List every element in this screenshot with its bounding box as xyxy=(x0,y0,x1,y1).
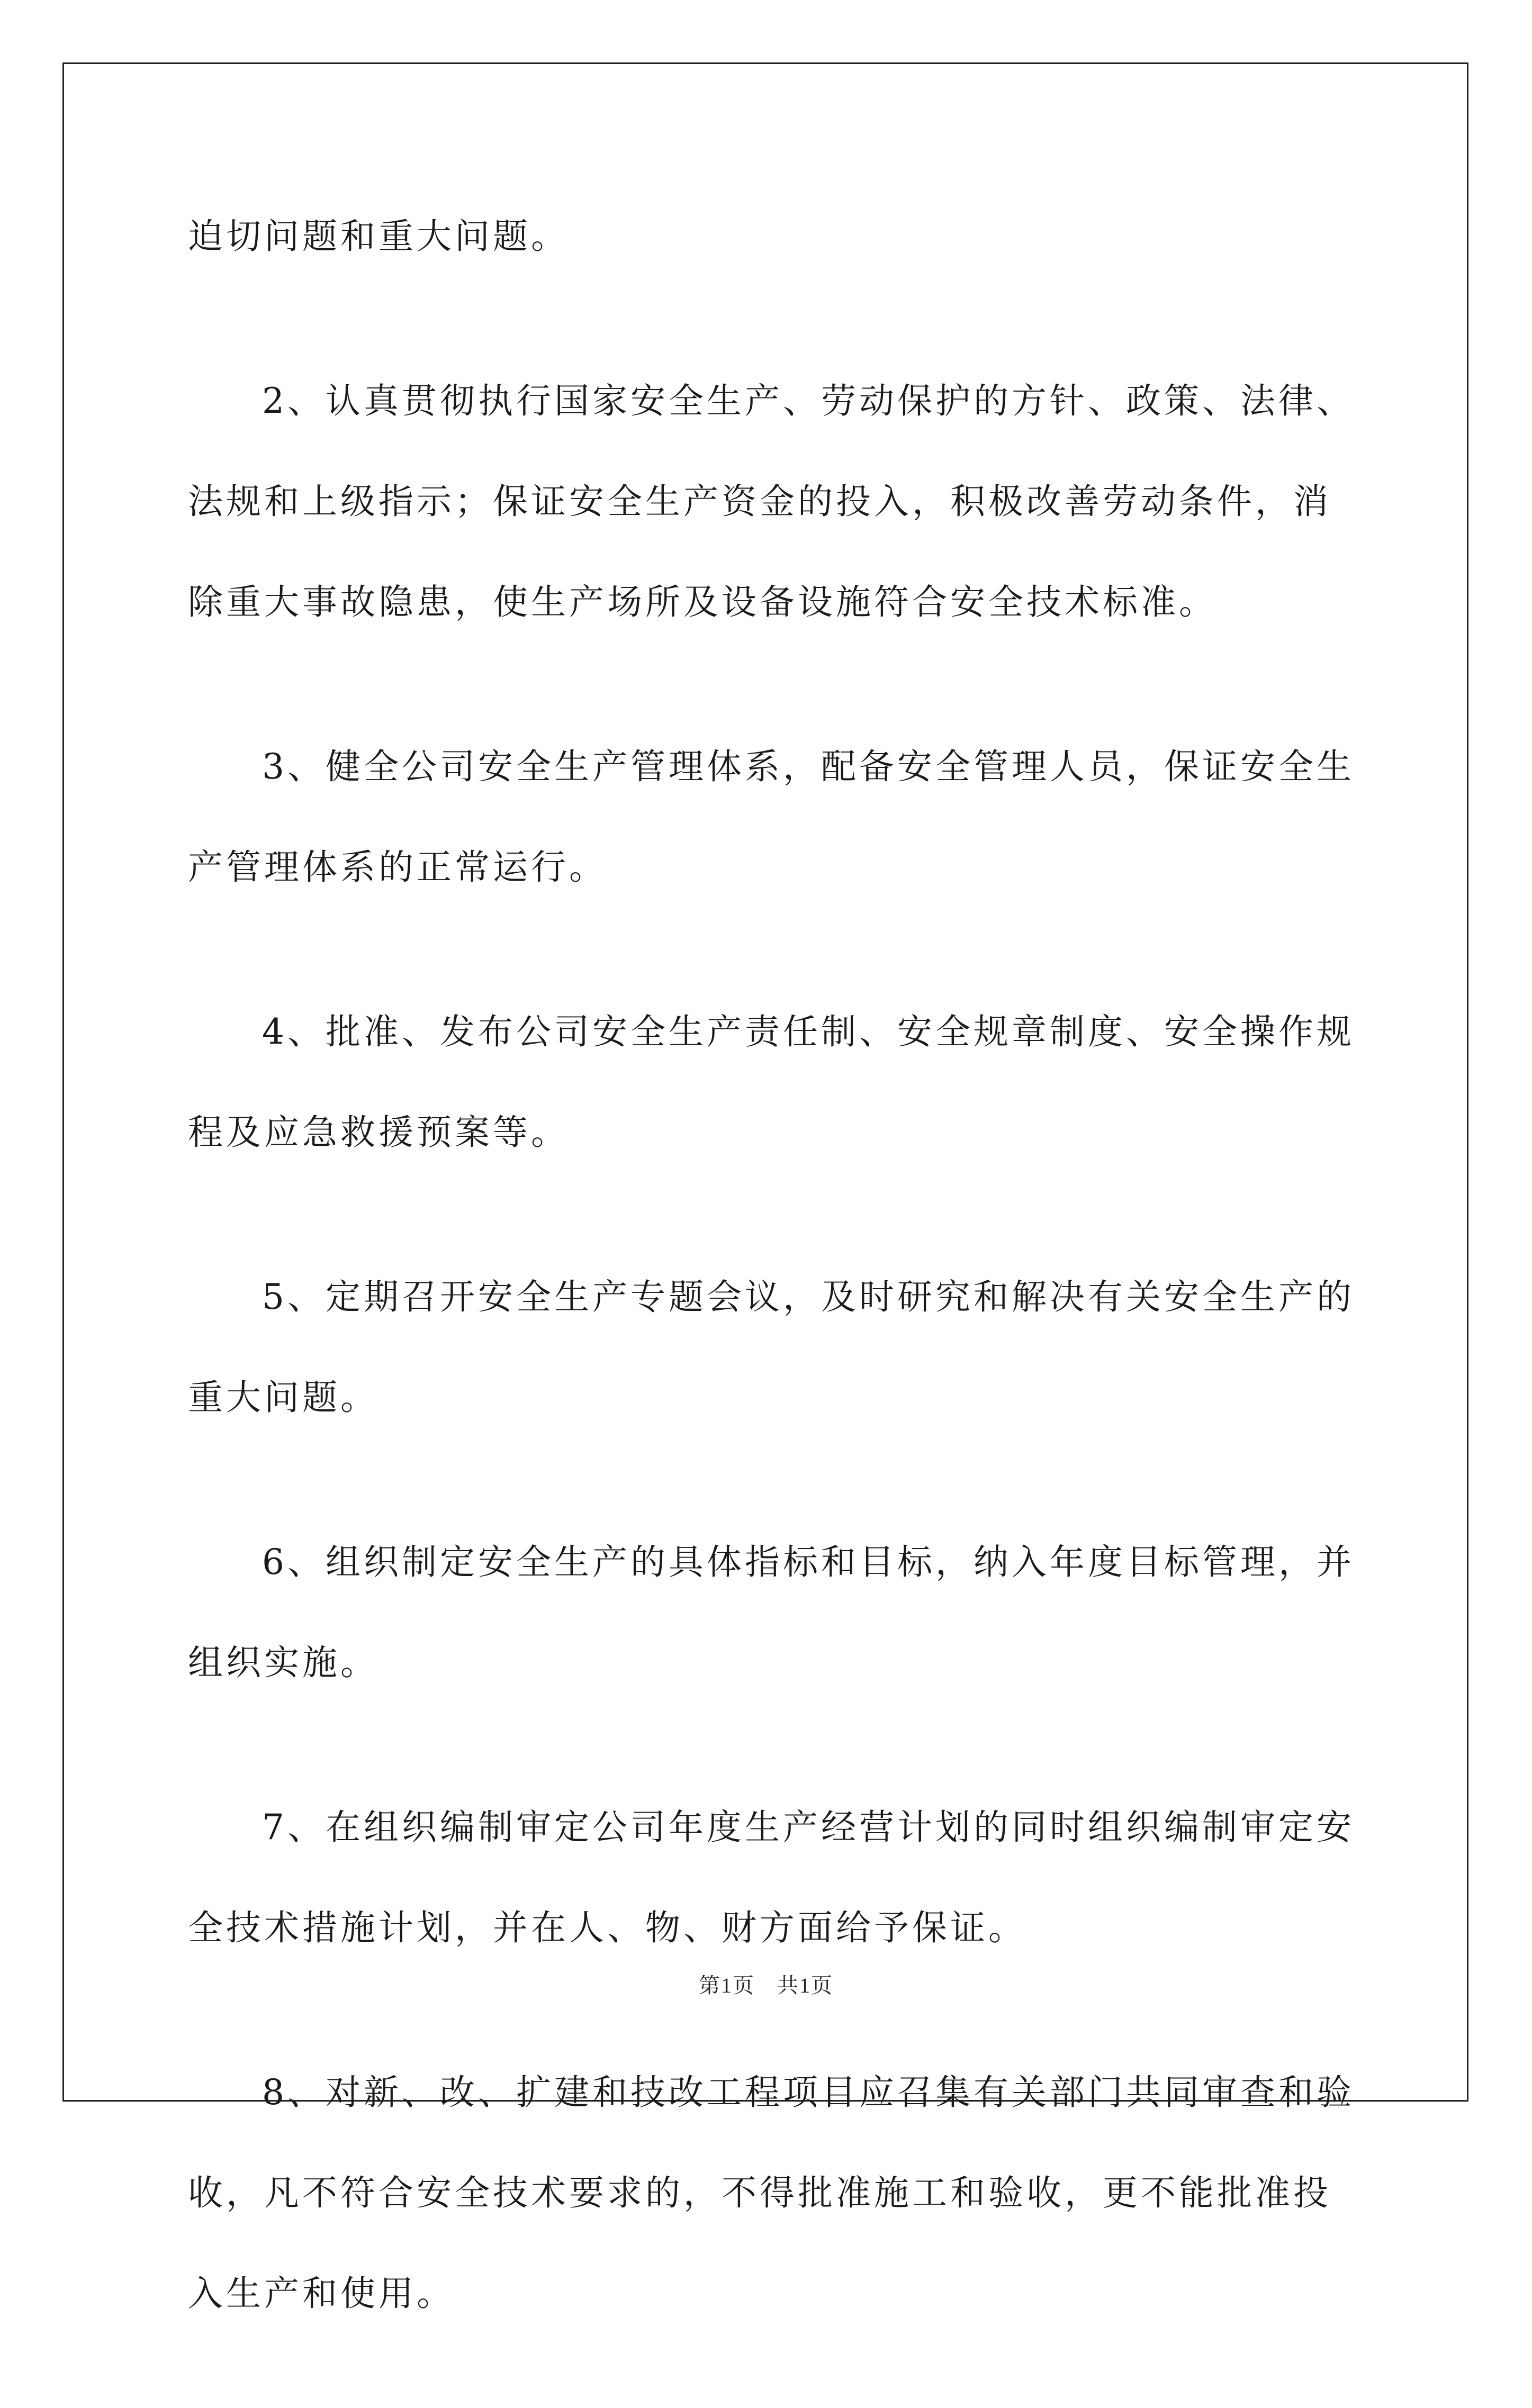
paragraph-8 xyxy=(188,2042,1353,2344)
paragraph-line: 法规和上级指示；保证安全生产资金的投入，积极改善劳动条件，消 xyxy=(188,481,1331,522)
paragraph-line: 收，凡不符合安全技术要求的，不得批准施工和验收，更不能批准投 xyxy=(188,2172,1331,2213)
paragraph-line: 入生产和使用。 xyxy=(188,2273,455,2314)
paragraph-line: 6、组织制定安全生产的具体指标和目标，纳入年度目标管理，并 xyxy=(262,1542,1355,1582)
paragraph-5 xyxy=(188,1247,1353,1448)
paragraph-3 xyxy=(188,717,1353,918)
paragraph-line: 重大问题。 xyxy=(188,1377,379,1418)
paragraph-line: 3、健全公司安全生产管理体系，配备安全管理人员，保证安全生 xyxy=(262,746,1355,787)
paragraph-6 xyxy=(188,1512,1353,1713)
paragraph-line: 产管理体系的正常运行。 xyxy=(188,847,607,888)
document-body xyxy=(188,186,1353,2408)
paragraph-4 xyxy=(188,982,1353,1183)
paragraph-line: 2、认真贯彻执行国家安全生产、劳动保护的方针、政策、法律、 xyxy=(262,381,1355,421)
paragraph-line: 程及应急救援预案等。 xyxy=(188,1112,569,1153)
paragraph-line: 7、在组织编制审定公司年度生产经营计划的同时组织编制审定安 xyxy=(262,1807,1355,1848)
paragraph-2 xyxy=(188,351,1353,653)
paragraph-line: 组织实施。 xyxy=(188,1642,379,1683)
page-footer: 第1页 共1页 xyxy=(699,1974,833,1997)
paragraph-1 xyxy=(188,186,1353,287)
paragraph-line: 5、定期召开安全生产专题会议，及时研究和解决有关安全生产的 xyxy=(262,1277,1355,1317)
paragraph-line: 迫切问题和重大问题。 xyxy=(188,216,569,257)
paragraph-7 xyxy=(188,1777,1353,1978)
paragraph-line: 除重大事故隐患，使生产场所及设备设施符合安全技术标准。 xyxy=(188,582,1217,622)
paragraph-line: 全技术措施计划，并在人、物、财方面给予保证。 xyxy=(188,1907,1026,1948)
paragraph-line: 4、批准、发布公司安全生产责任制、安全规章制度、安全操作规 xyxy=(262,1011,1355,1052)
paragraph-line: 8、对新、改、扩建和技改工程项目应召集有关部门共同审查和验 xyxy=(262,2072,1355,2113)
